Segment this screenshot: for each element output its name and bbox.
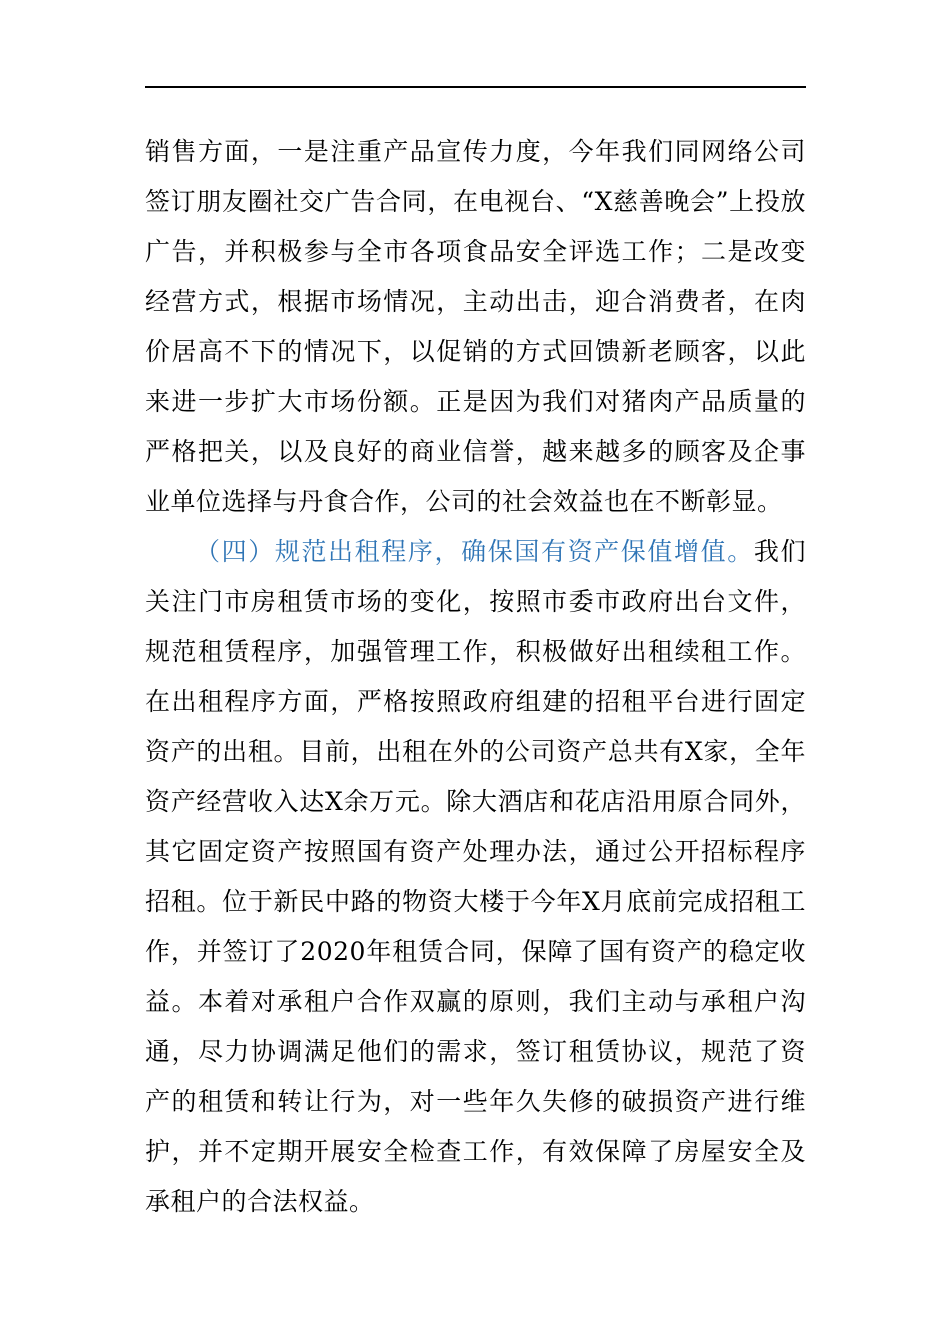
paragraph-rental-text: 我们关注门市房租赁市场的变化，按照市委市政府出台文件，规范租赁程序，加强管理工作，积极做好出租续租工作。在出租程序方面，严格按照政府组建的招租平台进行固定资产的出租。目前，出租在外的公司资产总共有X家，全年资产经营收入达X余万元。除大酒店和花店沿用原合同外，其它固定资产按照国有资产处理办法，通过公开招标程序招租。位于新民中路的物资大楼于今年X月底前完成招租工作，并签订了2020年租赁合同，保障了国有资产的稳定收益。本着对承租户合作双赢的原则，我们主动与承租户沟通，尽力协调满足他们的需求，签订租赁协议，规范了资产的租赁和转让行为，对一些年久失修的破损资产进行维护，并不定期开展安全检查工作，有效保障了房屋安全及承租户的合法权益。 bbox=[145, 537, 806, 1216]
header-rule bbox=[145, 86, 806, 88]
paragraph-rental bbox=[145, 527, 806, 1227]
paragraph-sales bbox=[145, 127, 806, 527]
section-heading: （四）规范出租程序，确保国有资产保值增值。 bbox=[195, 537, 754, 566]
document-body bbox=[145, 127, 806, 1227]
paragraph-sales-text: 销售方面，一是注重产品宣传力度，今年我们同网络公司签订朋友圈社交广告合同，在电视台、“X慈善晚会”上投放广告，并积极参与全市各项食品安全评选工作；二是改变经营方式，根据市场情况，主动出击，迎合消费者，在肉价居高不下的情况下，以促销的方式回馈新老顾客，以此来进一步扩大市场份额。正是因为我们对猪肉产品质量的严格把关，以及良好的商业信誉，越来越多的顾客及企事业单位选择与丹食合作，公司的社会效益也在不断彰显。 bbox=[145, 137, 806, 516]
